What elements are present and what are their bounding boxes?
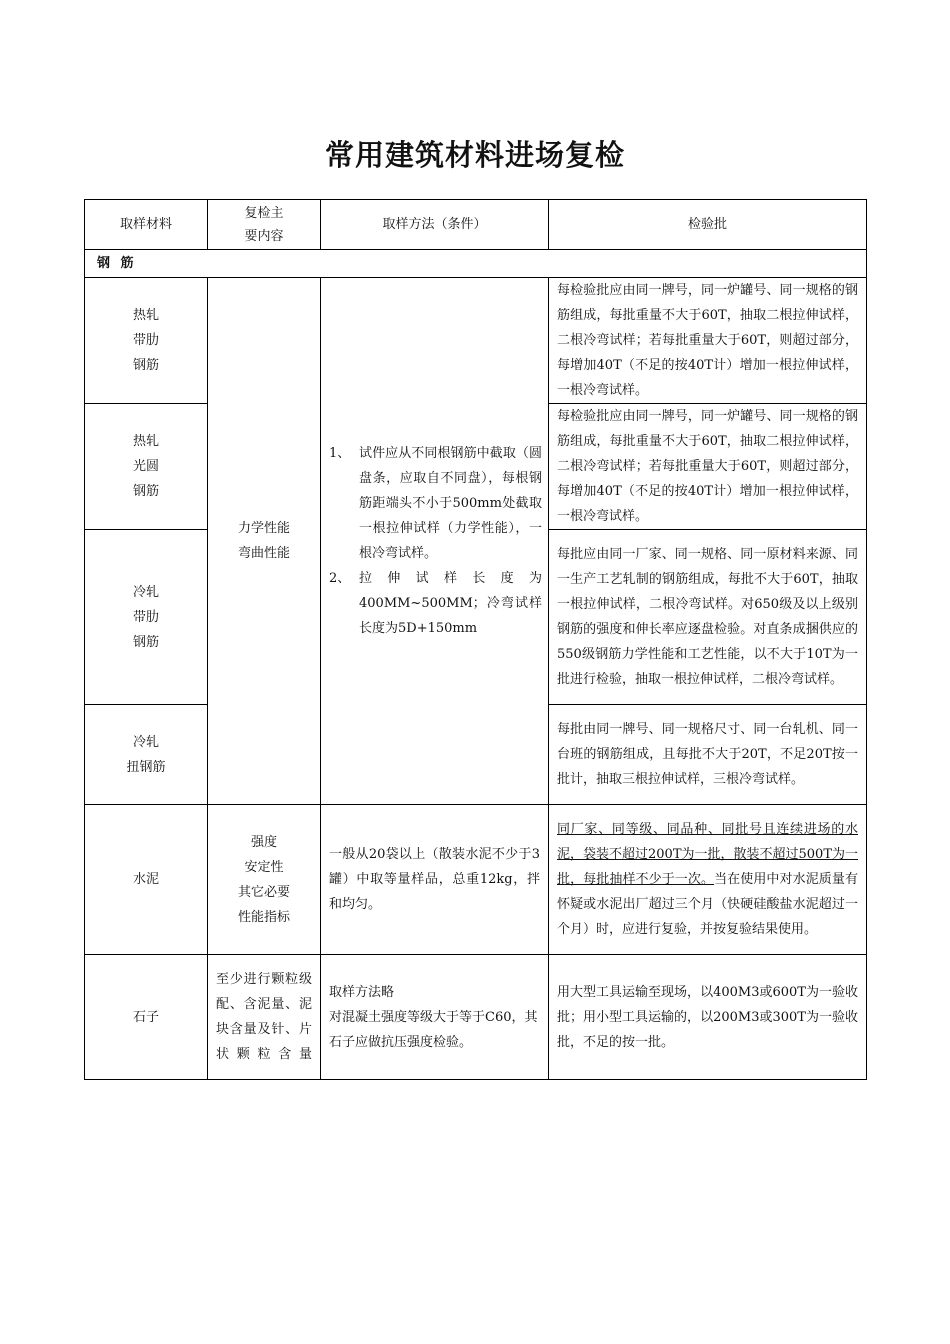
stone-batch: 用大型工具运输至现场，以400M3或600T为一验收批；用小型工具运输的，以200M3或300T为一验收批，不足的按一批。	[549, 955, 867, 1080]
material-line: 钢筋	[132, 634, 159, 650]
content-line: 其它必要	[237, 884, 290, 900]
material-line: 带肋	[132, 609, 159, 625]
stone-method	[321, 955, 549, 1080]
table-row	[85, 805, 867, 955]
content-line: 性能指标	[237, 909, 290, 925]
method-item	[329, 566, 542, 641]
content-line: 力学性能	[237, 521, 290, 536]
batch-hot-round: 每检验批应由同一牌号，同一炉罐号、同一规格的钢筋组成，每批重量不大于60T，抽取二根拉伸试样，二根冷弯试样；若每批重量大于60T，则超过部分，每增加40T（不足的按40T计）增加一根拉伸试样，一根冷弯试样。	[549, 404, 867, 530]
cement-batch-rest: 当在使用中对水泥质量有怀疑或水泥出厂超过三个月（快硬硅酸盐水泥超过一个月）时，应进行复验，并按复验结果使用。	[557, 872, 858, 937]
page-title: 常用建筑材料进场复检	[324, 138, 625, 172]
batch-hot-ribbed: 每检验批应由同一牌号，同一炉罐号、同一规格的钢筋组成，每批重量不大于60T，抽取二根拉伸试样，二根冷弯试样；若每批重量大于60T，则超过部分，每增加40T（不足的按40T计）增加一根拉伸试样，一根冷弯试样。	[549, 278, 867, 404]
material-line: 光圆	[132, 459, 159, 474]
content-line: 安定性	[244, 859, 284, 875]
material-stone: 石子	[85, 955, 208, 1080]
material-line: 冷轧	[132, 734, 159, 750]
cement-batch	[549, 805, 867, 955]
stone-content: 至少进行颗粒级配、含泥量、泥块含量及针、片状颗粒含量	[208, 955, 321, 1080]
stone-method-line: 取样方法略	[329, 984, 395, 1000]
header-row	[85, 200, 867, 250]
material-line: 热轧	[132, 308, 159, 323]
batch-cold-twisted: 每批由同一牌号、同一规格尺寸、同一台轧机、同一台班的钢筋组成，且每批不大于20T，不足20T按一批计，抽取三根拉伸试样，三根冷弯试样。	[549, 705, 867, 805]
material-cold-ribbed	[85, 530, 208, 705]
method-number: 2、	[329, 571, 351, 586]
stone-method-line: 对混凝土强度等级大于等于C60，其石子应做抗压强度检验。	[329, 1009, 538, 1050]
header-content-line: 要内容	[244, 228, 284, 244]
header-content	[208, 200, 321, 250]
header-method: 取样方法（条件）	[321, 200, 549, 250]
table-row	[85, 955, 867, 1080]
material-hot-ribbed	[85, 278, 208, 404]
material-cement: 水泥	[85, 805, 208, 955]
steel-content	[208, 278, 321, 805]
method-number: 1、	[329, 446, 351, 461]
material-hot-round	[85, 404, 208, 530]
section-steel: 钢 筋	[85, 250, 867, 278]
material-line: 热轧	[132, 434, 159, 449]
method-text: 拉伸试样长度为400MM~500MM；冷弯试样长度为5D+150mm	[359, 571, 542, 636]
content-line: 强度	[250, 834, 277, 850]
content-line: 弯曲性能	[237, 546, 290, 561]
header-content-line: 复检主	[244, 205, 284, 221]
batch-cold-ribbed: 每批应由同一厂家、同一规格、同一原材料来源、同一生产工艺轧制的钢筋组成，每批不大于60T，抽取一根拉伸试样，二根冷弯试样。对650级及以上级别钢筋的强度和伸长率应逐盘检验。对直条成捆供应的550级钢筋力学性能和工艺性能，以不大于10T为一批进行检验，抽取一根拉伸试样，二根冷弯试样。	[549, 530, 867, 705]
cement-method: 一般从20袋以上（散装水泥不少于3罐）中取等量样品，总重12kg，拌和均匀。	[321, 805, 549, 955]
material-line: 钢筋	[132, 484, 159, 499]
material-line: 扭钢筋	[126, 759, 166, 775]
material-line: 冷轧	[132, 584, 159, 600]
method-item	[329, 441, 542, 566]
section-row-steel	[85, 250, 867, 278]
header-material: 取样材料	[85, 200, 208, 250]
inspection-table	[84, 199, 867, 1080]
method-text: 试件应从不同根钢筋中截取（圆盘条，应取自不同盘），每根钢筋距端头不小于500mm处截取一根拉伸试样（力学性能），一根冷弯试样。	[359, 446, 542, 561]
header-batch: 检验批	[549, 200, 867, 250]
cement-content	[208, 805, 321, 955]
material-line: 钢筋	[132, 358, 159, 373]
steel-method	[321, 278, 549, 805]
table-row	[85, 278, 867, 404]
material-cold-twisted	[85, 705, 208, 805]
cement-batch-underlined: 同厂家、同等级、同品种、同批号且连续进场的水泥，袋装不超过200T为一批，散装不超过500T为一批，每批抽样不少于一次。	[557, 822, 858, 887]
material-line: 带肋	[132, 333, 159, 348]
